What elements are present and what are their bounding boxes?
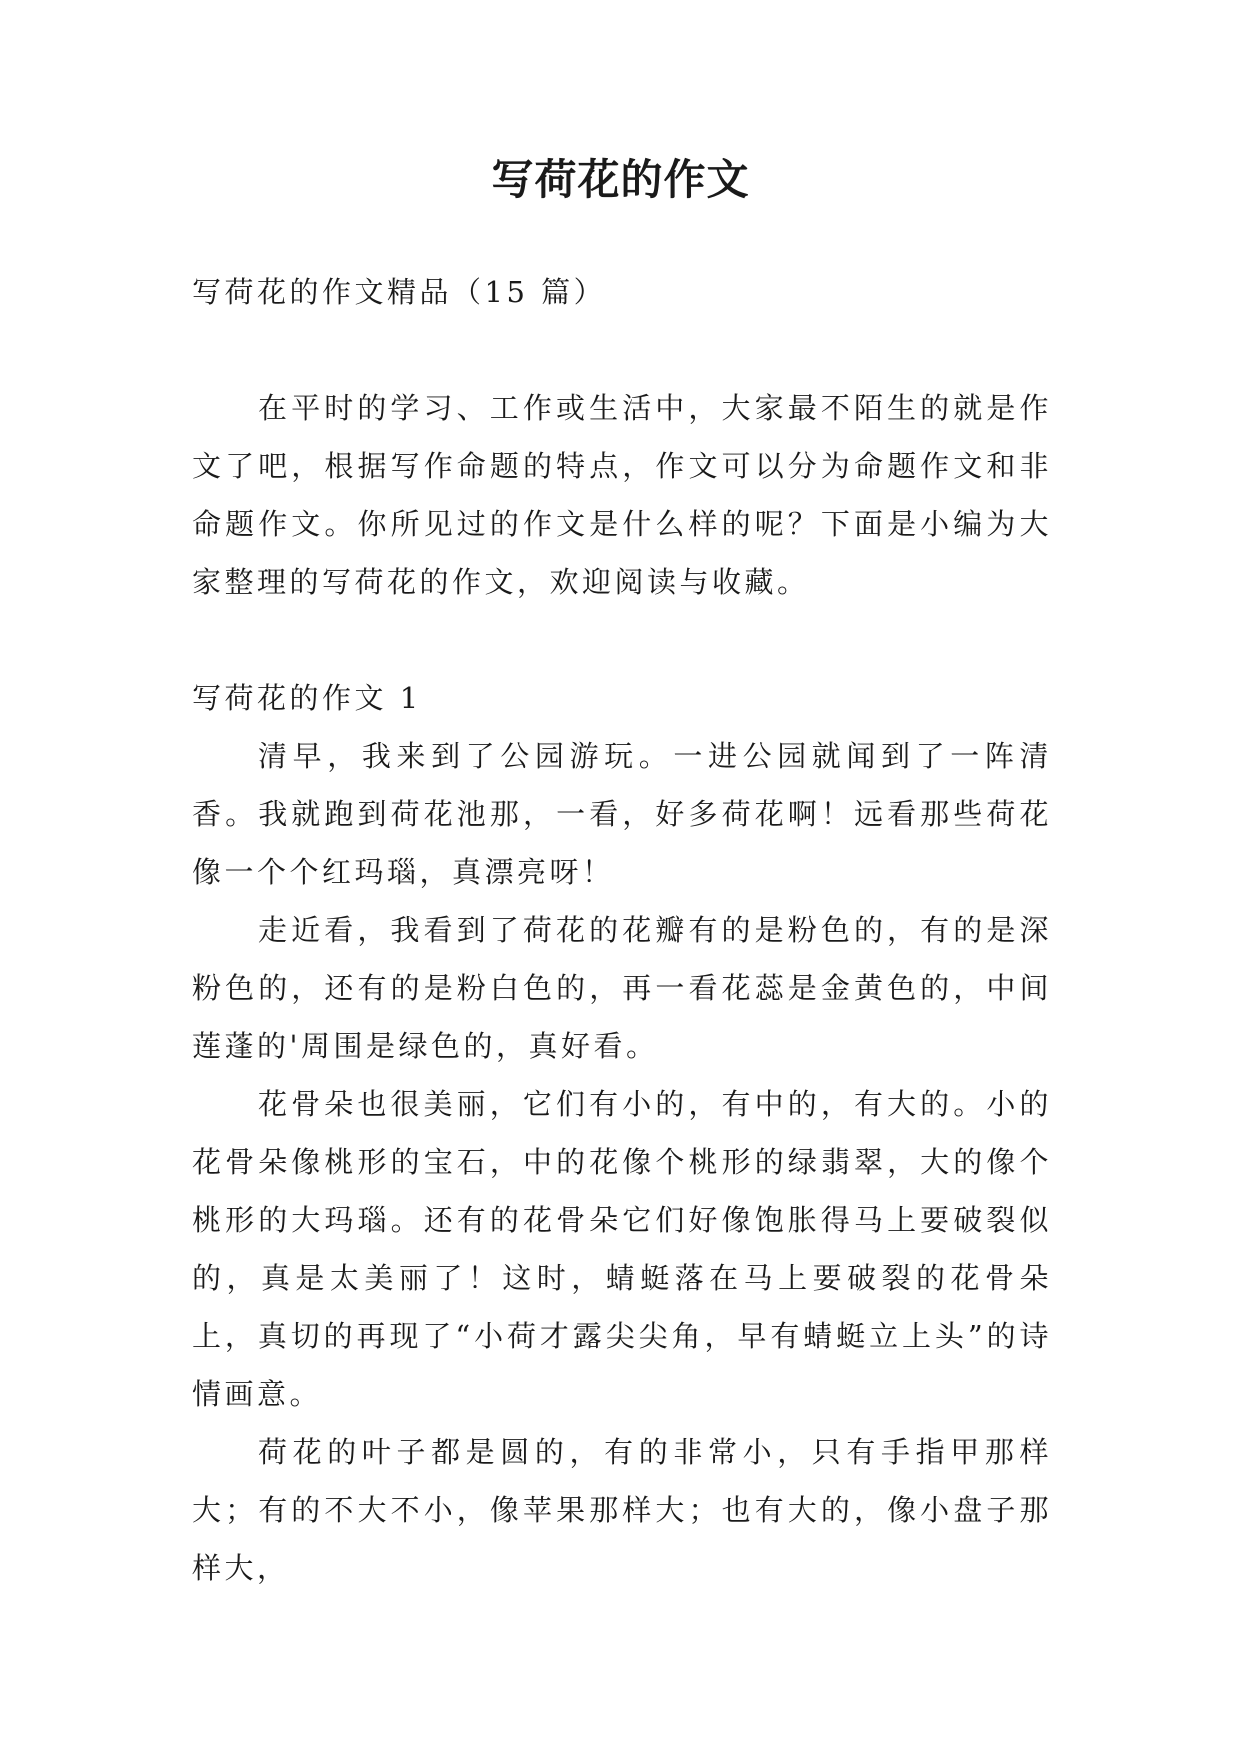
- body-paragraph-2: 走近看，我看到了荷花的花瓣有的是粉色的，有的是深粉色的，还有的是粉白色的，再一看花蕊是金黄色的，中间莲蓬的'周围是绿色的，真好看。: [192, 913, 1052, 1063]
- body-paragraph-4: 荷花的叶子都是圆的，有的非常小，只有手指甲那样大；有的不大不小，像苹果那样大；也有大的，像小盘子那样大，: [192, 1435, 1052, 1585]
- document-body: [192, 263, 1052, 1597]
- document-title: 写荷花的作文: [491, 155, 750, 204]
- document-subtitle: 写荷花的作文精品（15 篇）: [192, 275, 607, 309]
- body-paragraph-1: 清早，我来到了公园游玩。一进公园就闻到了一阵清香。我就跑到荷花池那，一看，好多荷花啊！远看那些荷花像一个个红玛瑙，真漂亮呀！: [192, 739, 1052, 889]
- section-heading: 写荷花的作文 1: [192, 681, 422, 715]
- body-paragraph-3: 花骨朵也很美丽，它们有小的，有中的，有大的。小的花骨朵像桃形的宝石，中的花像个桃形的绿翡翠，大的像个桃形的大玛瑙。还有的花骨朵它们好像饱胀得马上要破裂似的，真是太美丽了！这时，蜻蜓落在马上要破裂的花骨朵上，真切的再现了“小荷才露尖尖角，早有蜻蜓立上头”的诗情画意。: [192, 1087, 1052, 1411]
- intro-paragraph: 在平时的学习、工作或生活中，大家最不陌生的就是作文了吧，根据写作命题的特点，作文可以分为命题作文和非命题作文。你所见过的作文是什么样的呢？下面是小编为大家整理的写荷花的作文，欢迎阅读与收藏。: [192, 391, 1052, 599]
